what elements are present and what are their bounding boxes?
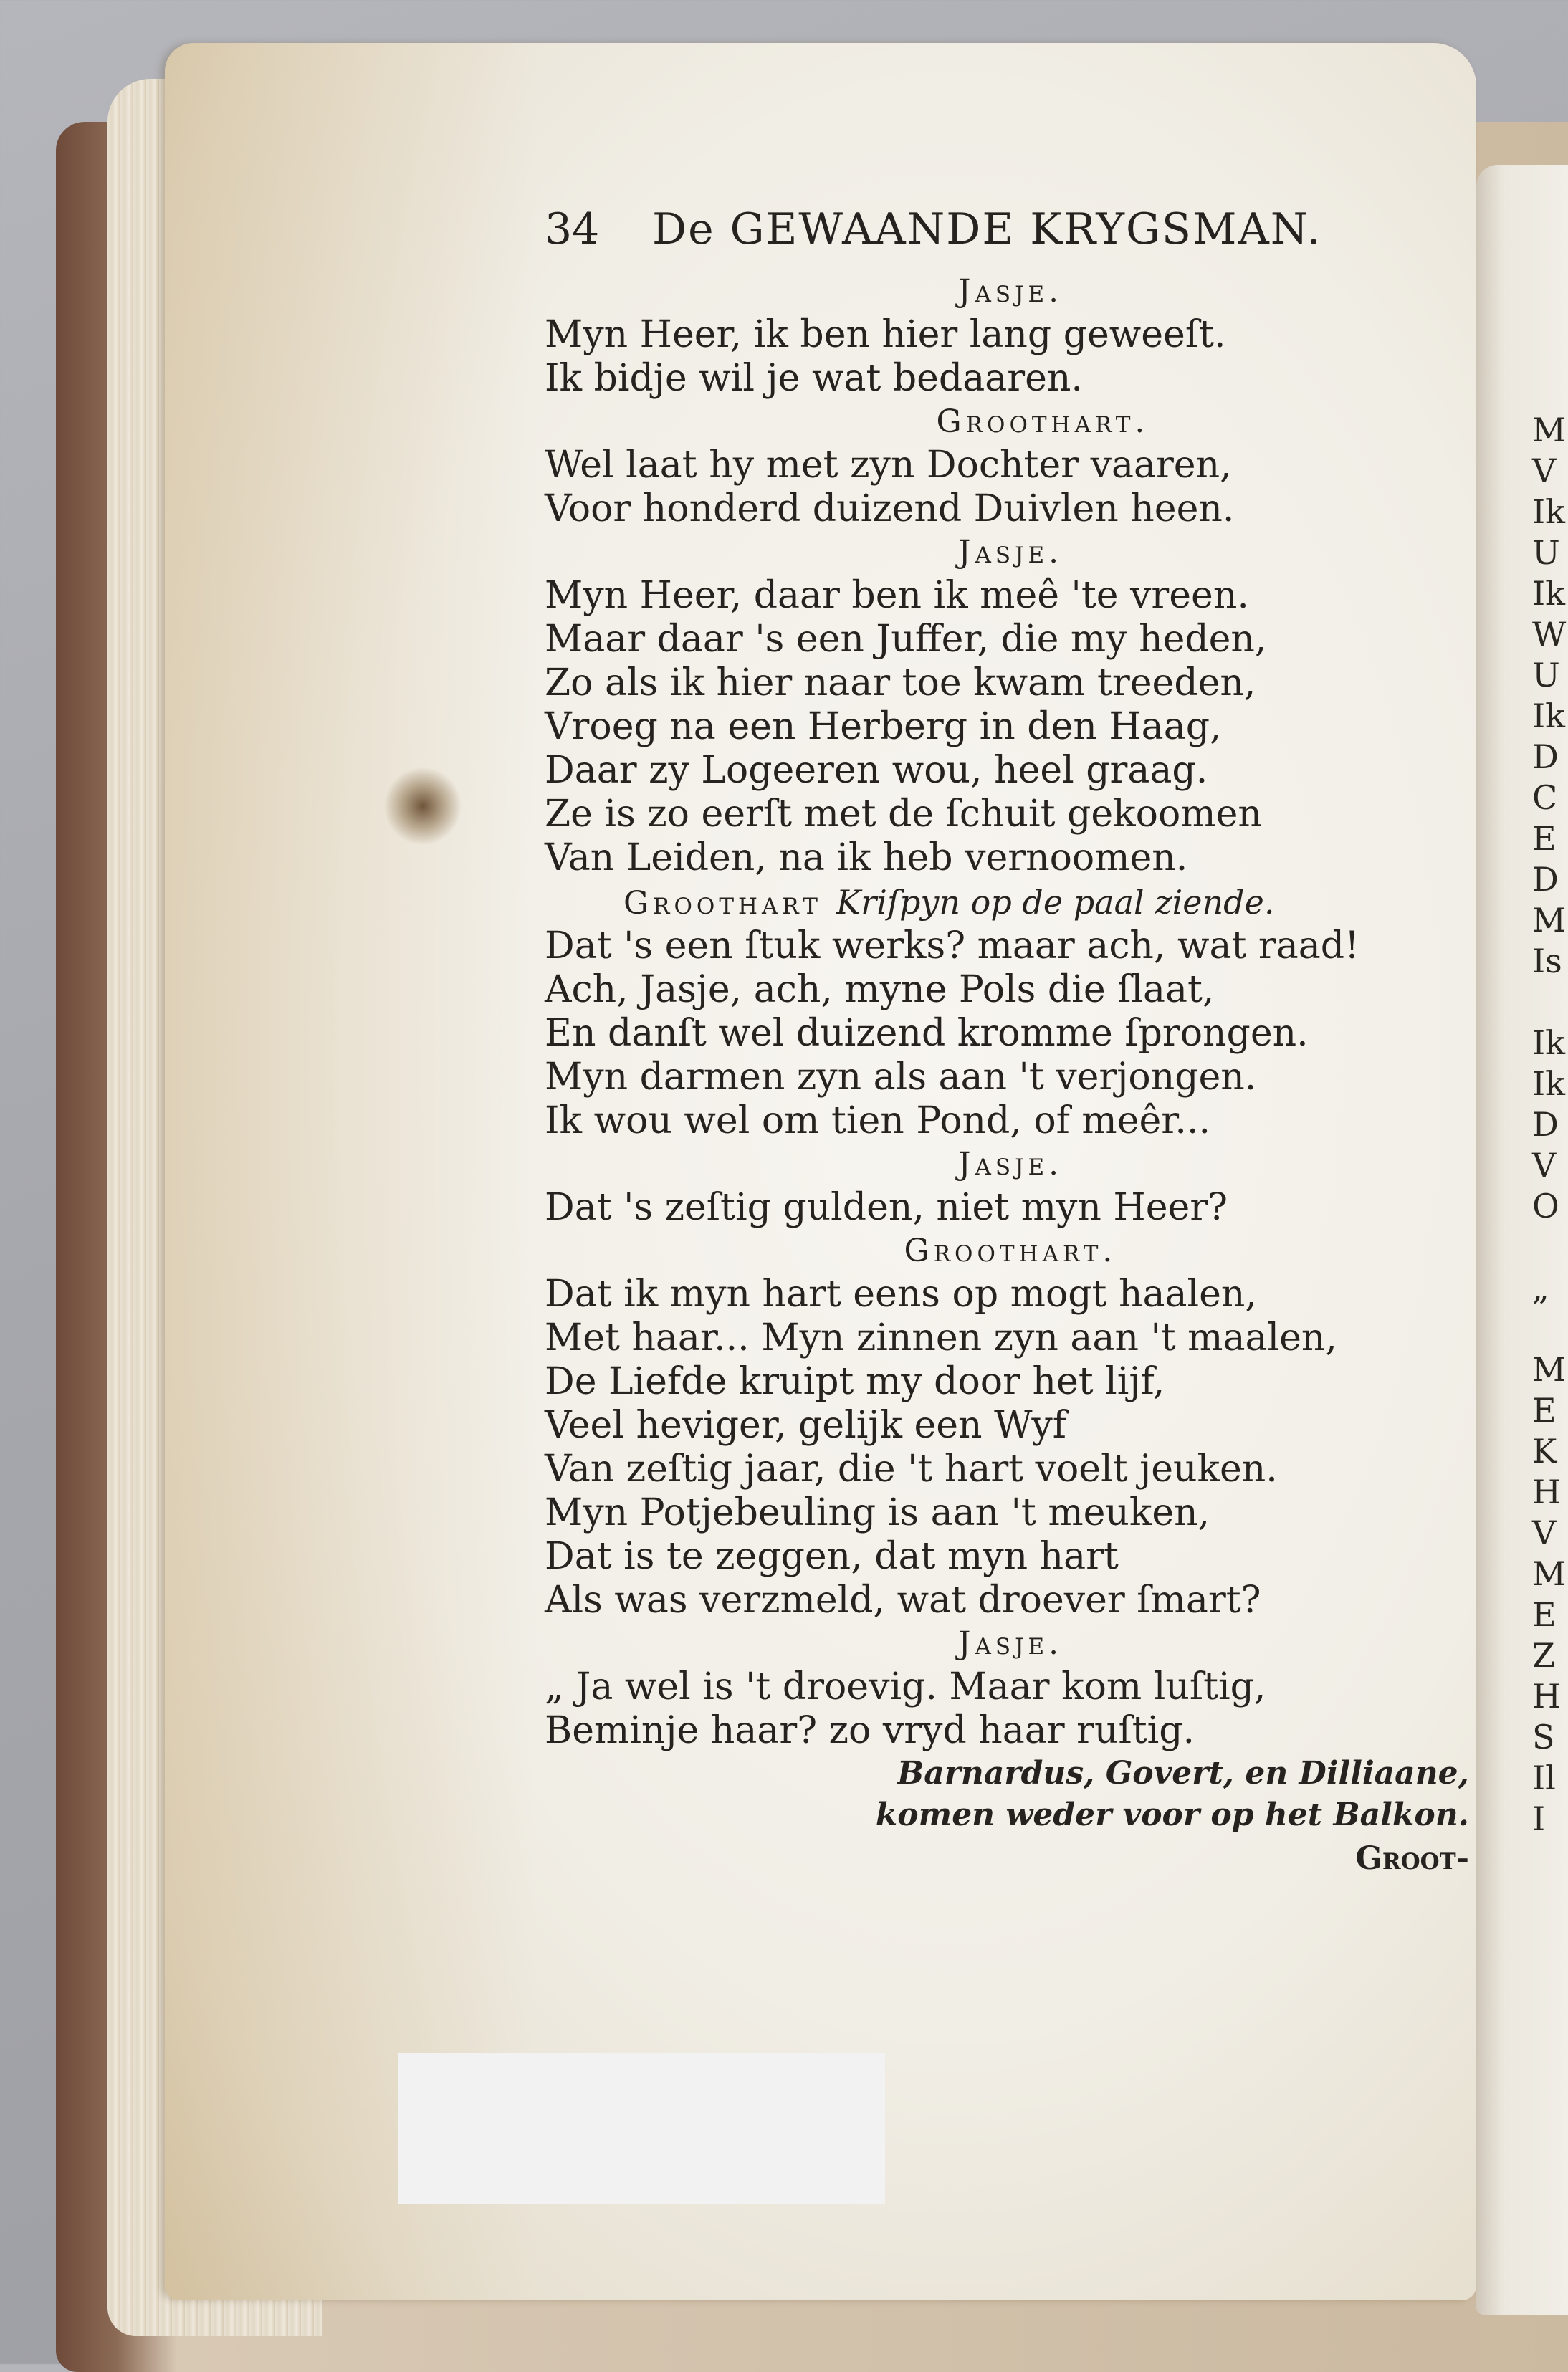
facing-page-letter: Ik <box>1532 492 1566 531</box>
facing-page-letter: V <box>1532 1146 1557 1185</box>
verse-line: Myn Heer, ik ben hier lang geweeſt. <box>545 313 1226 356</box>
stage-direction: Barnardus, Govert, en Dilliaane, <box>897 1755 1469 1792</box>
verse-line: Maar daar 's een Juffer, die my heden, <box>545 618 1267 661</box>
facing-page-letter <box>1532 1227 1568 1268</box>
verse-line: Ze is zo eerſt met de ſchuit gekoomen <box>545 793 1262 836</box>
verse-line: Dat is te zeggen, dat myn hart <box>545 1535 1119 1578</box>
facing-page-letter: E <box>1532 819 1557 858</box>
facing-page-letter: I <box>1532 1799 1546 1838</box>
facing-page-letter: E <box>1532 1595 1557 1634</box>
facing-page-letter: M <box>1532 901 1567 939</box>
facing-page-letter <box>1532 1309 1568 1349</box>
verse-line: Myn Potjebeuling is aan 't meuken, <box>545 1491 1210 1534</box>
running-header <box>545 204 1476 270</box>
speaker-with-direction <box>545 880 1476 924</box>
verse-line: Zo als ik hier naar toe kwam treeden, <box>545 661 1256 704</box>
facing-page-letter: O <box>1532 1187 1559 1225</box>
page-text <box>545 204 1476 1882</box>
facing-page-letter: Ik <box>1532 574 1566 613</box>
speaker-name: Jasje. <box>957 534 1063 570</box>
stage-direction: komen weder voor op het Balkon. <box>875 1797 1469 1833</box>
facing-page-letter: Ik <box>1532 1064 1566 1103</box>
speaker-name: Groothart. <box>904 1233 1117 1269</box>
facing-page-letter: M <box>1532 1554 1567 1593</box>
facing-page-letter: Z <box>1532 1636 1555 1675</box>
facing-page-letter: Il <box>1532 1759 1556 1797</box>
verse-line: Vroeg na een Herberg in den Haag, <box>545 705 1222 748</box>
facing-page-letter: W <box>1532 615 1567 654</box>
running-title: De GEWAANDE KRYGSMAN. <box>652 204 1322 254</box>
verse-line: De Liefde kruipt my door het lijf, <box>545 1360 1165 1403</box>
speaker-name: Groothart. <box>936 403 1149 440</box>
facing-page-letter: D <box>1532 1105 1559 1144</box>
play-text <box>545 270 1476 1882</box>
facing-page-letter <box>1532 982 1568 1023</box>
verse-line: Dat ik myn hart eens op mogt haalen, <box>545 1273 1257 1316</box>
verse-line: Beminje haar? zo vryd haar ruſtig. <box>545 1709 1195 1752</box>
speaker-name: Groothart <box>623 885 822 922</box>
verse-line: Ach, Jasje, ach, myne Pols die ſlaat, <box>545 968 1215 1011</box>
verse-line: Ik bidje wil je wat bedaaren. <box>545 357 1083 400</box>
facing-page-letter: Is <box>1532 942 1562 980</box>
ink-stain <box>383 767 462 846</box>
verse-line: Ik wou wel om tien Pond, of meêr... <box>545 1099 1211 1142</box>
facing-page-letters <box>1532 410 1568 1840</box>
verse-line: En danſt wel duizend kromme ſprongen. <box>545 1012 1309 1055</box>
verse-line: Met haar... Myn zinnen zyn aan 't maalen, <box>545 1316 1337 1359</box>
verse-line: Veel heviger, gelijk een Wyf <box>545 1404 1066 1447</box>
speaker-name: Jasje. <box>957 1625 1063 1662</box>
facing-page-letter: E <box>1532 1391 1557 1430</box>
verse-line: Van Leiden, na ik heb vernoomen. <box>545 836 1188 879</box>
facing-page-letter: H <box>1532 1677 1562 1716</box>
facing-page-letter: M <box>1532 411 1567 449</box>
speaker-name: Jasje. <box>957 1146 1063 1182</box>
facing-page-letter: D <box>1532 737 1559 776</box>
verse-line: „ Ja wel is 't droevig. Maar kom luſtig, <box>545 1665 1266 1708</box>
page-discoloration <box>165 43 537 2300</box>
verse-line: Dat 's een ſtuk werks? maar ach, wat raad! <box>545 924 1359 967</box>
label-patch <box>398 2053 885 2204</box>
verse-line: Dat 's zeſtig gulden, niet myn Heer? <box>545 1186 1228 1229</box>
stage-direction: Kriſpyn op de paal ziende. <box>836 883 1275 922</box>
verse-line: Daar zy Logeeren wou, heel graag. <box>545 749 1208 792</box>
facing-page-letter: C <box>1532 778 1558 817</box>
facing-page-letter: D <box>1532 860 1559 899</box>
facing-page-letter: V <box>1532 1513 1557 1552</box>
verse-line: Myn darmen zyn als aan 't verjongen. <box>545 1056 1257 1099</box>
facing-page-letter: V <box>1532 451 1557 490</box>
facing-page-letter: „ <box>1532 1268 1549 1307</box>
facing-page-letter: K <box>1532 1432 1557 1470</box>
facing-page-letter: U <box>1532 656 1560 694</box>
verse-line: Myn Heer, daar ben ik meê 'te vreen. <box>545 574 1249 617</box>
verse-line: Voor honderd duizend Duivlen heen. <box>545 487 1235 530</box>
page-number: 34 <box>545 204 600 254</box>
facing-page-letter: Ik <box>1532 1023 1566 1062</box>
verse-line: Als was verzmeld, wat droever ſmart? <box>545 1579 1261 1622</box>
facing-page-letter: H <box>1532 1473 1562 1511</box>
verse-line: Van zeſtig jaar, die 't hart voelt jeuken. <box>545 1448 1278 1491</box>
speaker-name: Jasje. <box>957 273 1063 310</box>
facing-page-letter: M <box>1532 1350 1567 1389</box>
facing-page-letter: Ik <box>1532 697 1566 735</box>
facing-page-letter: U <box>1532 533 1560 572</box>
catchword: Groot- <box>1355 1840 1469 1877</box>
facing-page-letter: S <box>1532 1718 1555 1756</box>
verse-line: Wel laat hy met zyn Dochter vaaren, <box>545 444 1232 487</box>
